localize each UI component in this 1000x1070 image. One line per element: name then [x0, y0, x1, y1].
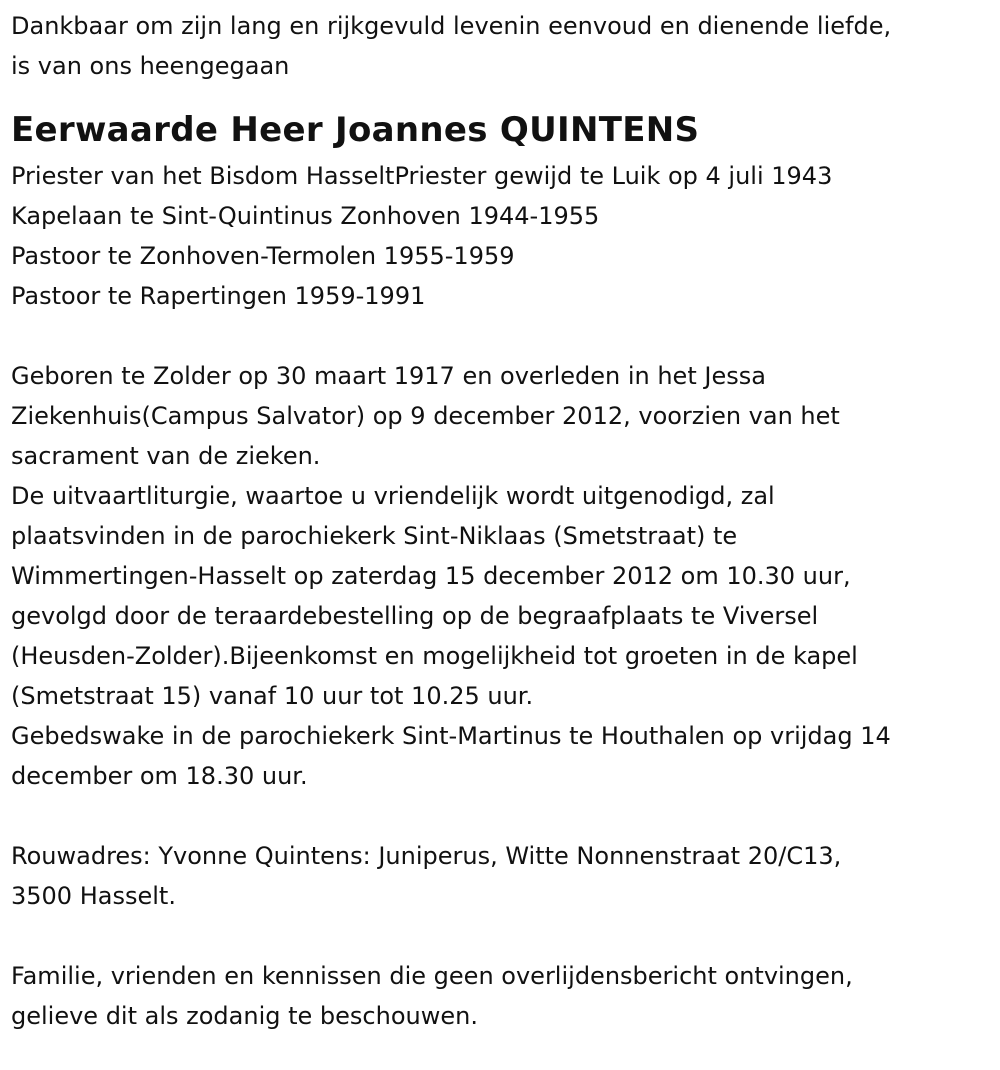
details-line: december om 18.30 uur. [11, 762, 308, 790]
details-line: De uitvaartliturgie, waartoe u vriendelijk wordt uitgenodigd, zal [11, 482, 775, 510]
details-line: Wimmertingen-Hasselt op zaterdag 15 december 2012 om 10.30 uur, [11, 562, 851, 590]
details-line: (Heusden-Zolder).Bijeenkomst en mogelijkheid tot groeten in de kapel [11, 642, 858, 670]
details-line: plaatsvinden in de parochiekerk Sint-Niklaas (Smetstraat) te [11, 522, 738, 550]
details-line: Geboren te Zolder op 30 maart 1917 en overleden in het Jessa [11, 362, 766, 390]
career-line: Pastoor te Zonhoven-Termolen 1955-1959 [11, 242, 515, 270]
intro-line-2: is van ons heengegaan [11, 52, 290, 80]
spacer [11, 796, 1000, 836]
spacer [11, 316, 1000, 356]
address-section [11, 836, 1000, 916]
deceased-name: Eerwaarde Heer Joannes QUINTENS [11, 110, 700, 150]
details-line: Ziekenhuis(Campus Salvator) op 9 december 2012, voorzien van het [11, 402, 840, 430]
intro-line-1: Dankbaar om zijn lang en rijkgevuld levenin eenvoud en dienende liefde, [11, 12, 892, 40]
career-line: Pastoor te Rapertingen 1959-1991 [11, 282, 426, 310]
details-section [11, 356, 1000, 796]
details-line: gevolgd door de teraardebestelling op de begraafplaats te Viversel [11, 602, 819, 630]
details-line: (Smetstraat 15) vanaf 10 uur tot 10.25 uur. [11, 682, 534, 710]
career-section [11, 156, 1000, 316]
address-line: Rouwadres: Yvonne Quintens: Juniperus, Witte Nonnenstraat 20/C13, [11, 842, 842, 870]
closing-section [11, 956, 1000, 1036]
spacer [11, 916, 1000, 956]
closing-line: gelieve dit als zodanig te beschouwen. [11, 1002, 478, 1030]
details-line: sacrament van de zieken. [11, 442, 321, 470]
career-line: Kapelaan te Sint-Quintinus Zonhoven 1944-1955 [11, 202, 600, 230]
address-line: 3500 Hasselt. [11, 882, 176, 910]
career-line: Priester van het Bisdom HasseltPriester gewijd te Luik op 4 juli 1943 [11, 162, 833, 190]
closing-line: Familie, vrienden en kennissen die geen overlijdensbericht ontvingen, [11, 962, 853, 990]
details-line: Gebedswake in de parochiekerk Sint-Martinus te Houthalen op vrijdag 14 [11, 722, 891, 750]
